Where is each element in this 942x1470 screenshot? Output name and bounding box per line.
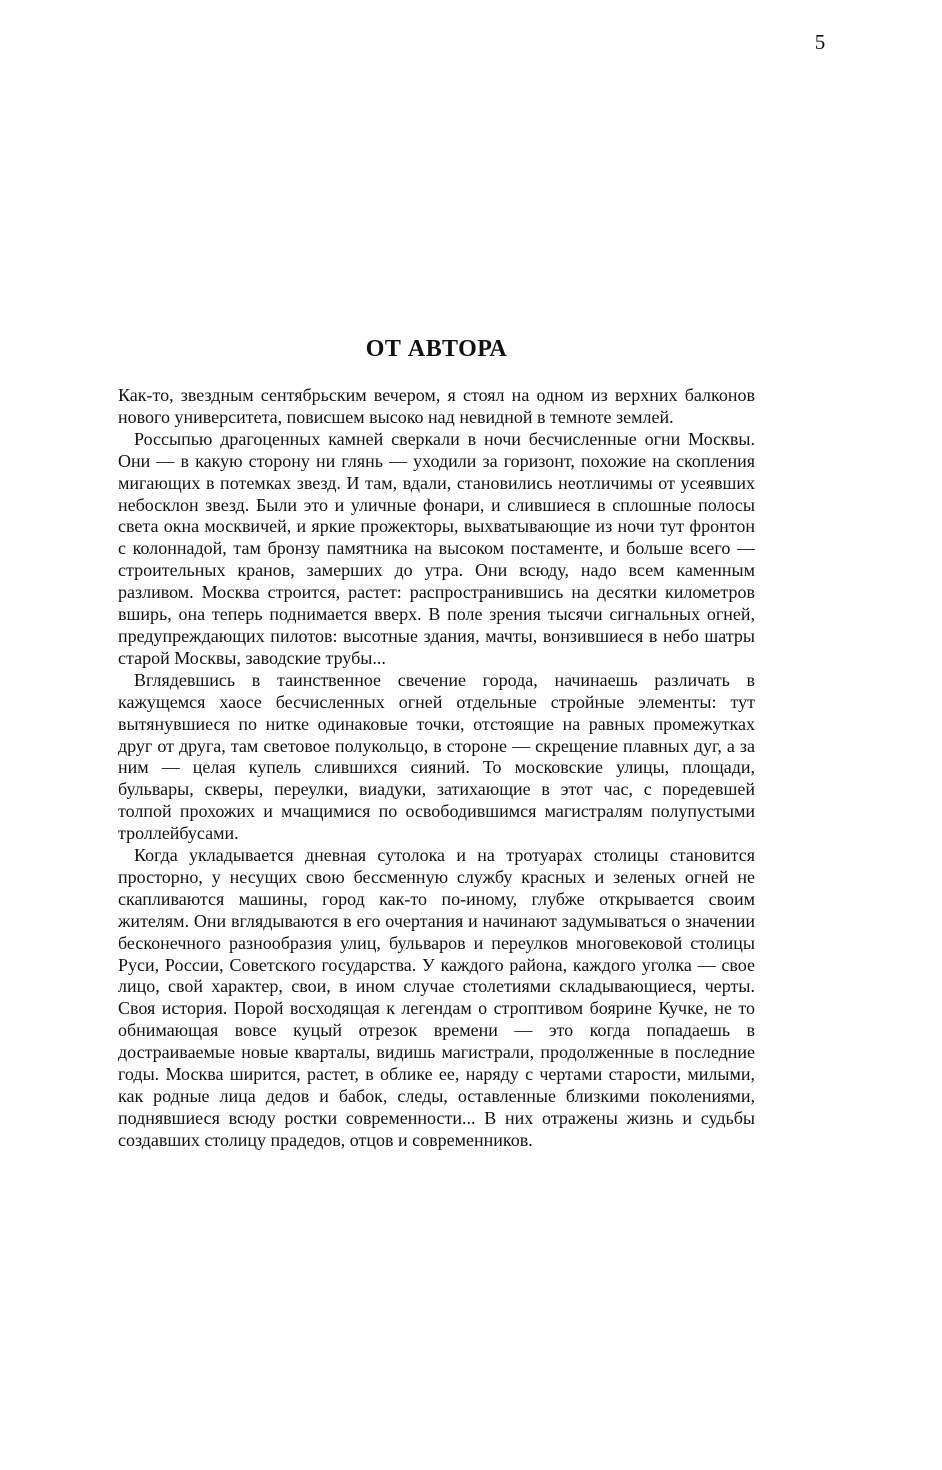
- paragraph-2: Россыпью драгоценных камней сверкали в ночи бесчисленные огни Москвы. Они — в какую сторону ни глянь — уходили за горизонт, похожие на скопления мигающих в потемках звезд. И там, вдали, становились неотличимы от усеявших небосклон звезд. Были это и уличные фонари, и слившиеся в сплошные полосы света окна москвичей, и яркие прожекторы, выхватывающие из ночи тут фронтон с колоннадой, там бронзу памятника на высоком постаменте, и больше всего — строительных кранов, замерших до утра. Они всюду, надо всем каменным разливом. Москва строится, растет: распространившись на десятки километров вширь, она теперь поднимается вверх. В поле зрения тысячи сигнальных огней, предупреждающих пилотов: высотные здания, мачты, вонзившиеся в небо шатры старой Москвы, заводские трубы...: [118, 428, 755, 668]
- chapter-title: ОТ АВТОРА: [365, 336, 508, 362]
- paragraph-1: Как-то, звездным сентябрьским вечером, я стоял на одном из верхних балконов нового университета, повисшем высоко над невидной в темноте землей.: [118, 385, 755, 427]
- paragraph-3: Вглядевшись в таинственное свечение города, начинаешь различать в кажущемся хаосе бесчисленных огней отдельные стройные элементы: тут вытянувшиеся по нитке одинаковые точки, отстоящие на равных промежутках друг от друга, там световое полукольцо, в стороне — скрещение плавных дуг, а за ним — целая купель слившихся сияний. То московские улицы, площади, бульвары, скверы, переулки, виадуки, затихающие в этот час, с поредевшей толпой прохожих и мчащимися по освободившимся магистралям полупустыми троллейбусами.: [118, 669, 755, 844]
- body-text: [118, 385, 755, 1152]
- paragraph-4: Когда укладывается дневная сутолока и на тротуарах столицы становится просторно, у несущих свою бессменную службу красных и зеленых огней не скапливаются машины, город как-то по-иному, глубже открывается своим жителям. Они вглядываются в его очертания и начинают задумываться о значении бесконечного разнообразия улиц, бульваров и переулков многовековой столицы Руси, России, Советского государства. У каждого района, каждого уголка — свое лицо, свой характер, свои, в ином случае столетиями складывающиеся, черты. Своя история. Порой восходящая к легендам о строптивом боярине Кучке, не то обнимающая вовсе куцый отрезок времени — это когда попадаешь в достраиваемые новые кварталы, видишь магистрали, продолженные в последние годы. Москва ширится, растет, в облике ее, наряду с чертами старости, милыми, как родные лица дедов и бабок, следы, оставленные близкими поколениями, поднявшиеся всюду ростки современности... В них отражены жизнь и судьбы создавших столицу прадедов, отцов и современников.: [118, 845, 755, 1150]
- page-number: 5: [814, 30, 826, 54]
